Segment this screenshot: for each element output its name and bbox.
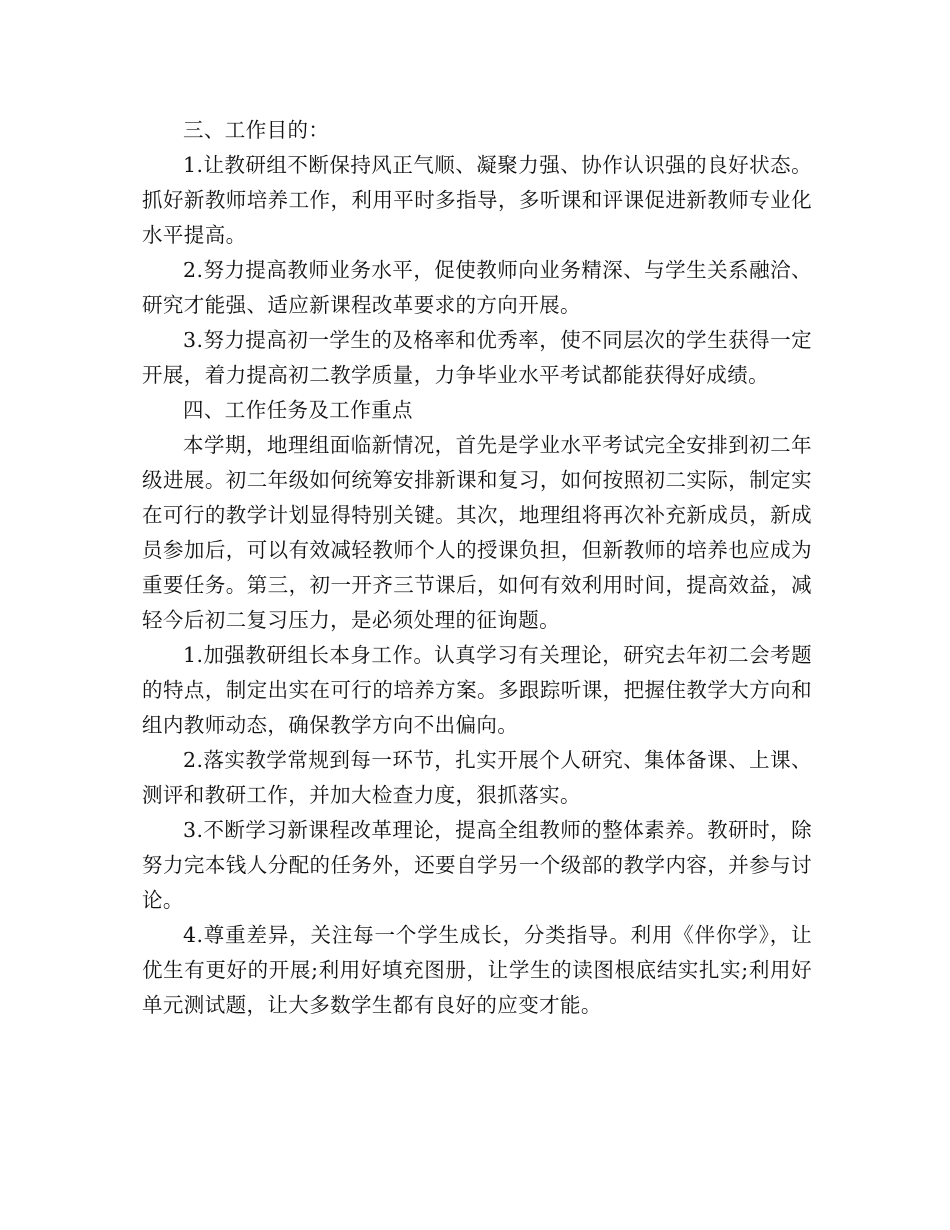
paragraph-task-2: 2.落实教学常规到每一环节，扎实开展个人研究、集体备课、上课、测评和教研工作，并加大检查力度，狠抓落实。 <box>142 748 812 807</box>
paragraph-task-3: 3.不断学习新课程改革理论，提高全组教师的整体素养。教研时，除努力完本钱人分配的任务外，还要自学另一个级部的教学内容，并参与讨论。 <box>142 818 812 912</box>
paragraph-task-1: 1.加强教研组长本身工作。认真学习有关理论，研究去年初二会考题的特点，制定出实在可行的培养方案。多跟踪听课，把握住教学大方向和组内教师动态，确保教学方向不出偏向。 <box>142 643 812 737</box>
paragraph-task-4: 4.尊重差异，关注每一个学生成长，分类指导。利用《伴你学》，让优生有更好的开展;利用好填充图册，让学生的读图根底结实扎实;利用好单元测试题，让大多数学生都有良好的应变才能。 <box>142 923 812 1017</box>
section-heading-tasks: 四、工作任务及工作重点 <box>183 398 413 422</box>
paragraph-goal-2: 2.努力提高教师业务水平，促使教师向业务精深、与学生关系融洽、研究才能强、适应新课程改革要求的方向开展。 <box>142 258 812 317</box>
document-body <box>142 113 812 1023</box>
paragraph-semester-overview: 本学期，地理组面临新情况，首先是学业水平考试完全安排到初二年级进展。初二年级如何统筹安排新课和复习，如何按照初二实际，制定实在可行的教学计划显得特别关键。其次，地理组将再次补充新成员，新成员参加后，可以有效减轻教师个人的授课负担，但新教师的培养也应成为重要任务。第三，初一开齐三节课后，如何有效利用时间，提高效益，减轻今后初二复习压力，是必须处理的征询题。 <box>142 433 812 632</box>
paragraph-goal-1: 1.让教研组不断保持风正气顺、凝聚力强、协作认识强的良好状态。抓好新教师培养工作，利用平时多指导，多听课和评课促进新教师专业化水平提高。 <box>142 153 812 247</box>
paragraph-goal-3: 3.努力提高初一学生的及格率和优秀率，使不同层次的学生获得一定开展，着力提高初二教学质量，力争毕业水平考试都能获得好成绩。 <box>142 328 812 387</box>
section-heading-work-goals: 三、工作目的： <box>183 118 330 142</box>
